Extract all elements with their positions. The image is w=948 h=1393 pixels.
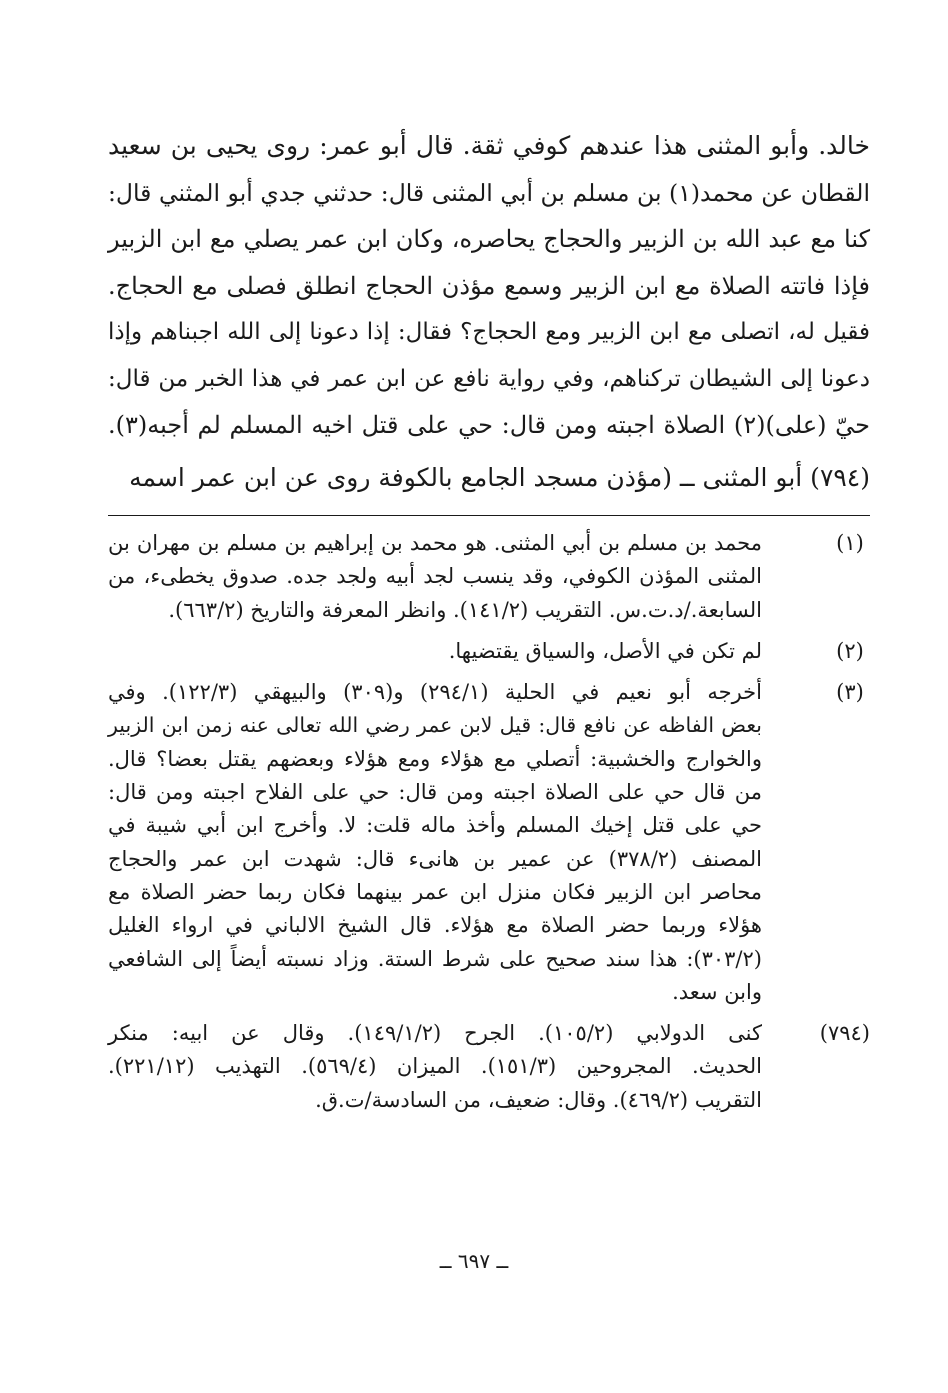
main-text-line: القطان عن محمد(١) بن مسلم بن أبي المثنى قال: حدثني جدي أبو المثني قال:: [108, 178, 870, 207]
footnote-794: [108, 1017, 870, 1117]
main-text-line: دعونا إلى الشيطان تركناهم، وفي رواية نافع عن ابن عمر في هذا الخبر من قال:: [108, 365, 870, 392]
main-text-line: كنا مع عبد الله بن الزبير والحجاج يحاصره، وكان ابن عمر يصلي مع ابن الزبير: [108, 225, 870, 253]
main-text-line: خالد. وأبو المثنى هذا عندهم كوفي ثقة. قال أبو عمر: روى يحيى بن سعيد: [108, 131, 870, 160]
main-text-line: حيّ (على)(٢) الصلاة اجبته ومن قال: حي على قتل اخيه المسلم لم أجبه(٣).: [108, 411, 871, 439]
main-text-line: فقيل له، اتصلى مع ابن الزبير ومع الحجاج؟ فقال: إذا دعونا إلى الله اجبناهم وإذا: [108, 319, 870, 345]
footnote-line: أخرجه أبو نعيم في الحلية (٢٩٤/١) و(٣٠٩) والبيهقي (١٢٢/٣). وفي: [108, 680, 762, 705]
footnote-line: المصنف (٣٧٨/٢) عن عمير بن هانىء قال: شهدت ابن عمر والحجاج: [108, 846, 763, 871]
footnote-separator: [108, 515, 870, 516]
footnote-line: المثنى المؤذن الكوفي، وقد ينسب لجد أبيه ولجد جده. صدوق يخطىء، من: [108, 564, 762, 589]
footnote-line: كنى الدولابي (١٠٥/٢). الجرح (١٤٩/١/٢). وقال عن ابيه: منكر: [108, 1021, 762, 1046]
footnote-line: التقريب (٤٦٩/٢). وقال: ضعيف، من السادسة/ت.ق.: [315, 1087, 762, 1112]
footnote-line: هؤلاء وربما حضر الصلاة مع هؤلاء. قال الشيخ الالباني في ارواء الغليل: [108, 913, 762, 938]
footnote-number: (٧٩٤): [819, 1021, 870, 1046]
footnote-line: السابعة./د.ت.س. التقريب (١٤١/٢). وانظر المعرفة والتاريخ (٦٦٣/٢).: [168, 597, 762, 622]
main-text: [108, 123, 870, 449]
footnote-number: (٣): [836, 680, 864, 705]
footnote-line: وابن سعد.: [672, 979, 762, 1004]
footnote-2: [108, 635, 870, 668]
footnote-line: والخوارج والخشبية: أتصلي مع هؤلاء ومع هؤلاء وبعضهم يقتل بعضا؟ قال.: [108, 746, 762, 771]
footnote-line: بعض الفاظه عن نافع قال: قيل لابن عمر رضي الله تعالى عنه زمن ابن الزبير: [108, 713, 762, 738]
footnote-3: [108, 676, 870, 1009]
footnotes: [108, 527, 870, 1125]
page-number: ــ ٦٩٧ ــ: [439, 1249, 509, 1273]
footnote-line: الحديث. المجروحين (١٥١/٣). الميزان (٥٦٩/٤). التهذيب (٢٢١/١٢).: [108, 1054, 762, 1079]
footnote-line: حي على قتل إخيك المسلم وأخذ ماله قلت: لا. وأخرج ابن أبي شيبة في: [108, 813, 762, 838]
footnote-line: محمد بن مسلم بن أبي المثنى. هو محمد بن إبراهيم بن مسلم بن مهران بن: [108, 531, 762, 555]
entry-heading: (٧٩٤) أبو المثنى ــ (مؤذن مسجد الجامع بالكوفة روى عن ابن عمر اسمه: [129, 463, 870, 492]
footnote-number: (٢): [836, 638, 864, 663]
footnote-1: [108, 527, 870, 627]
footnote-line: (٣٠٣/٢): هذا سند صحيح على شرط الستة. وزاد نسبته أيضاً إلى الشافعي: [108, 946, 762, 971]
footnote-line: من قال حي على الصلاة اجبته ومن قال: حي على الفلاح اجبته ومن قال:: [108, 780, 762, 805]
footnote-line: لم تكن في الأصل، والسياق يقتضيها.: [448, 638, 762, 663]
footnote-line: محاصر ابن الزبير فكان منزل ابن عمر بينهما فكان ربما حضر الصلاة مع: [108, 879, 762, 904]
main-text-line: فإذا فاتته الصلاة مع ابن الزبير وسمع مؤذن الحجاج انطلق فصلى مع الحجاج.: [108, 271, 870, 300]
footnote-number: (١): [836, 531, 864, 555]
